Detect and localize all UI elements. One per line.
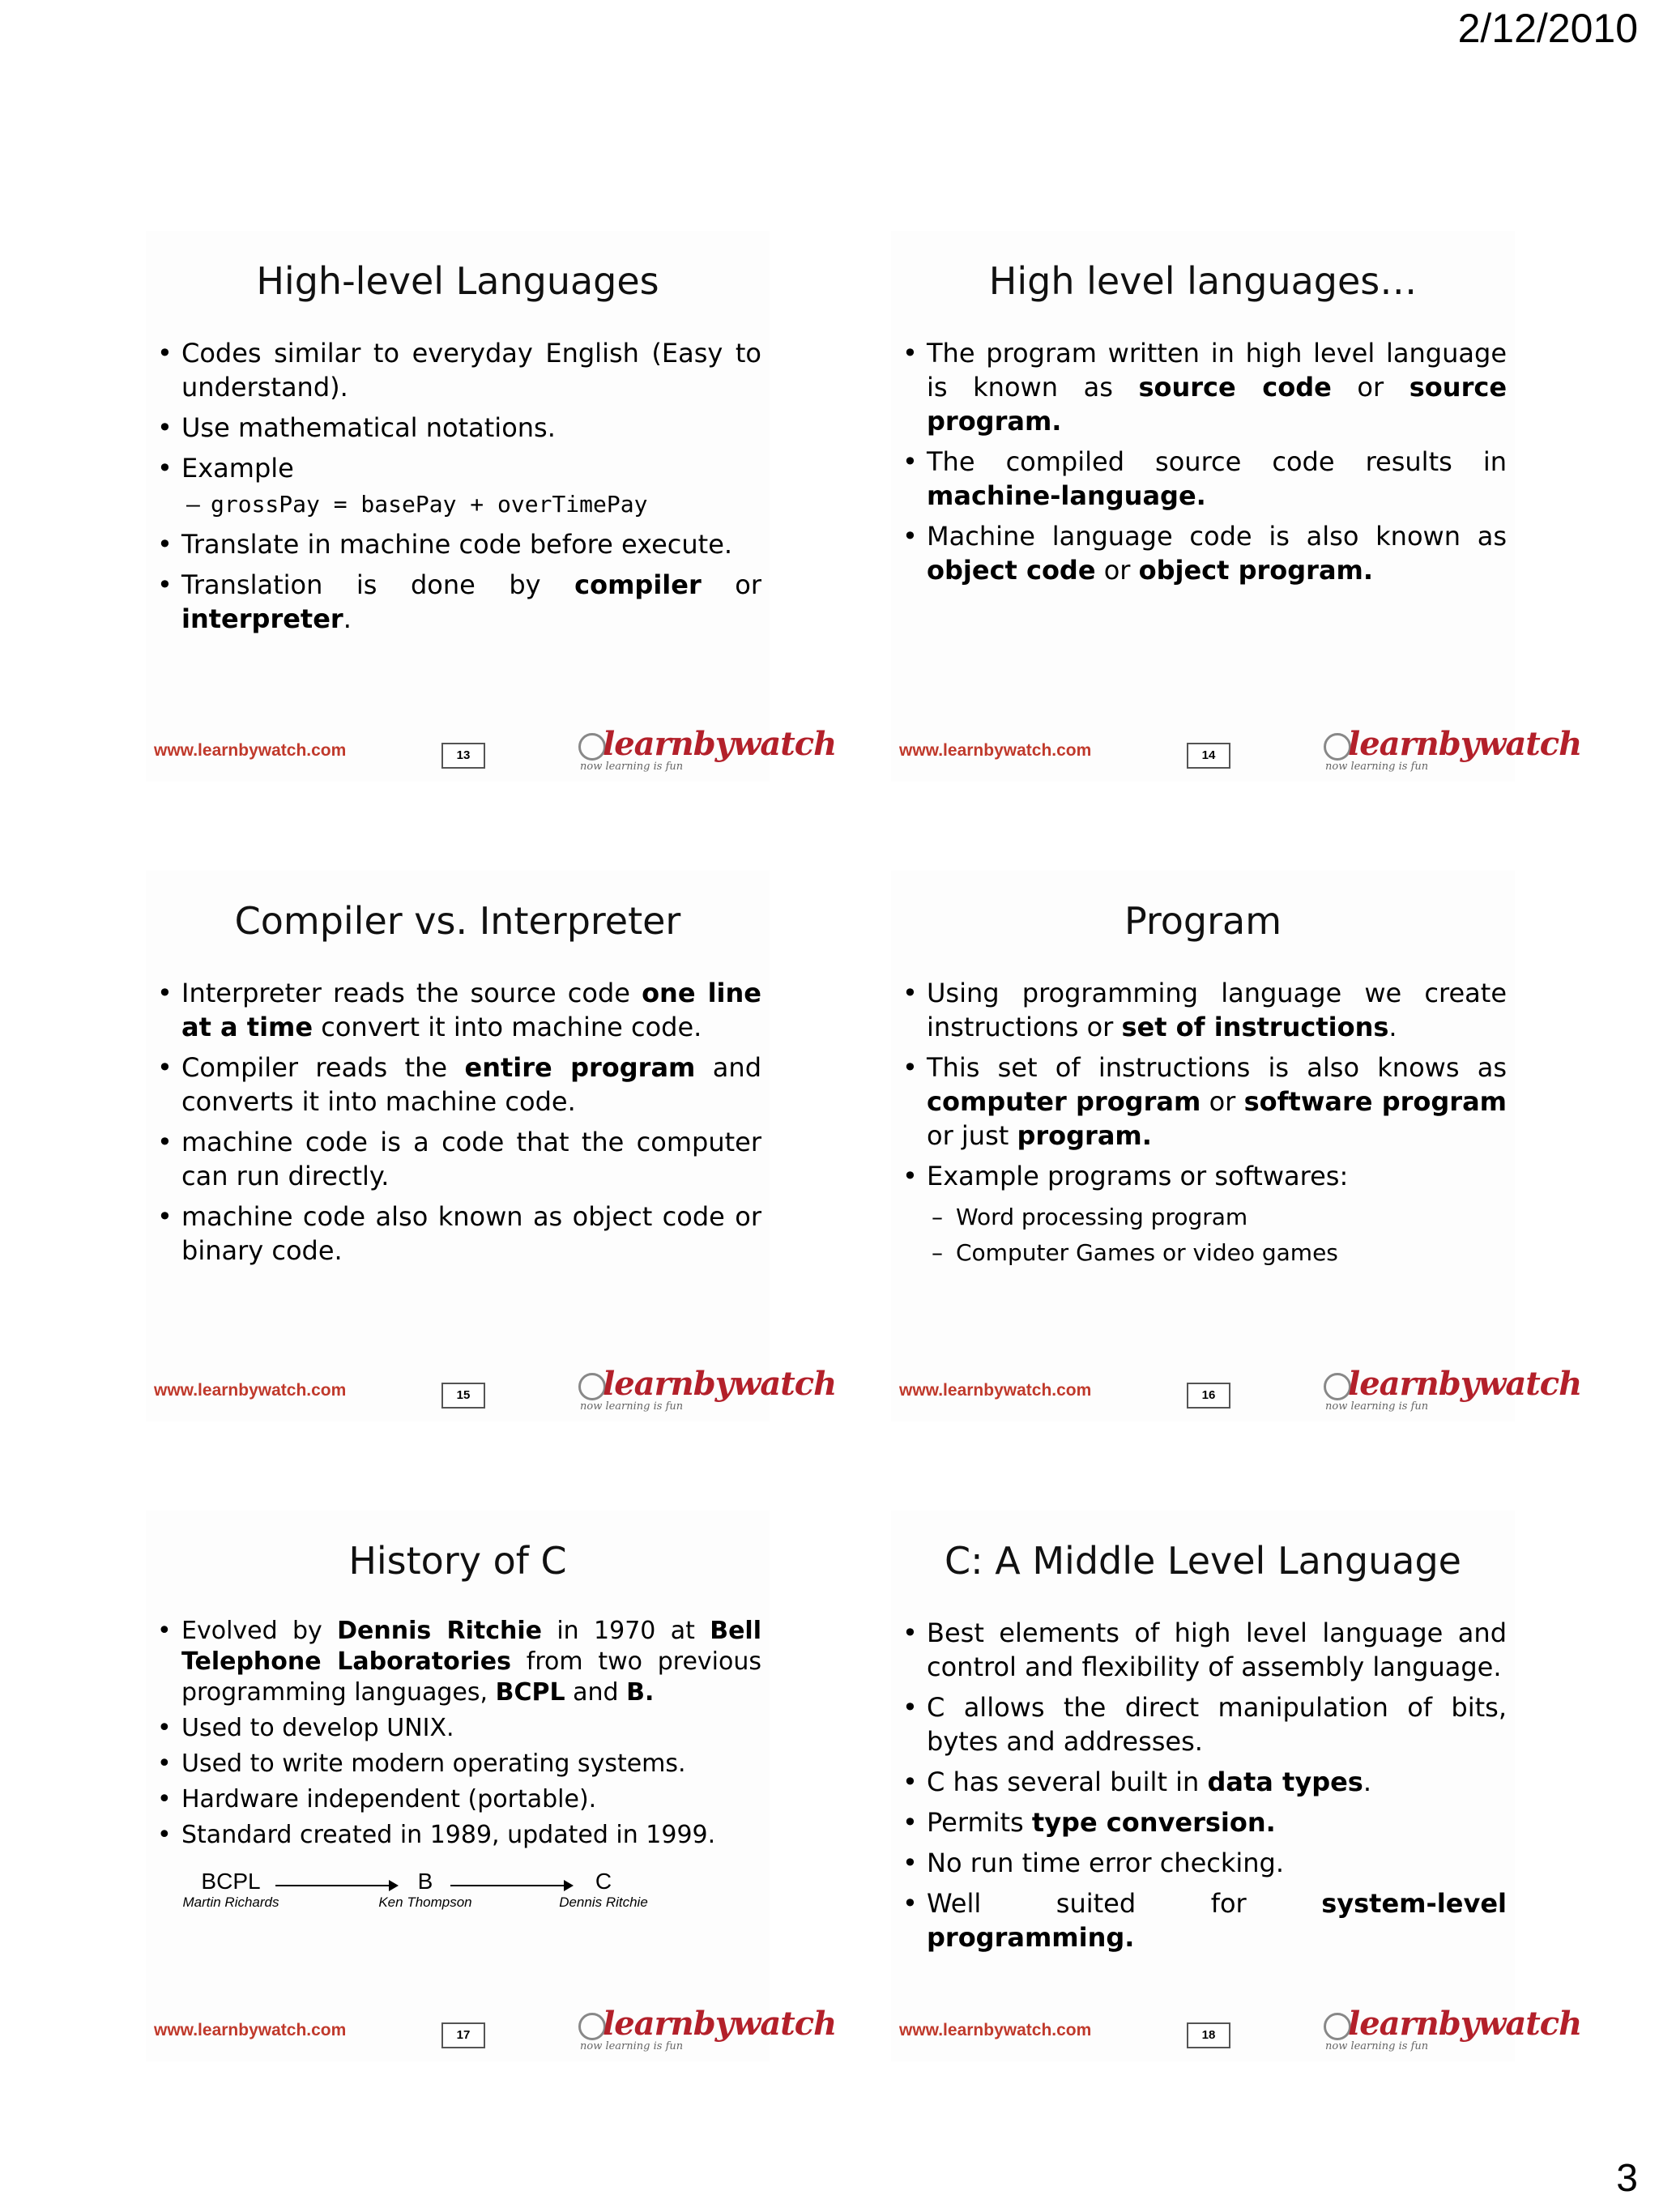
slide-number: 14	[1187, 743, 1230, 769]
bullet: • The program written in high level language is known as source code or source program.	[899, 336, 1507, 438]
site-url: www.learnbywatch.com	[154, 2021, 347, 2039]
site-url: www.learnbywatch.com	[899, 2021, 1092, 2039]
site-url: www.learnbywatch.com	[899, 1381, 1092, 1400]
bullet: • Interpreter reads the source code one line at a time convert it into machine code.	[154, 976, 761, 1044]
bullet: • C allows the direct manipulation of bits, bytes and addresses.	[899, 1690, 1507, 1758]
bullet: • No run time error checking.	[899, 1846, 1507, 1880]
slide-number: 13	[441, 743, 485, 769]
sub-bullet: – Word processing program	[927, 1200, 1507, 1235]
bullet: • Codes similar to everyday English (Easy to understand).	[154, 336, 761, 404]
slide-body	[899, 1616, 1507, 1961]
slide-footer	[154, 725, 837, 782]
bullet: • Compiler reads the entire program and converts it into machine code.	[154, 1051, 761, 1119]
bullet: • Used to develop UNIX.	[154, 1713, 761, 1744]
slide-footer	[899, 1365, 1582, 1421]
slide-footer	[154, 1365, 837, 1421]
logo-ring-icon	[1324, 733, 1351, 761]
slide-footer	[154, 2005, 837, 2061]
logo-ring-icon	[578, 1373, 606, 1400]
slide-number: 18	[1187, 2022, 1230, 2048]
slide-18	[891, 1511, 1582, 2061]
bullet: • Hardware independent (portable).	[154, 1784, 761, 1815]
learnbywatch-logo: learnbywatch now learning is fun	[580, 725, 837, 773]
site-url: www.learnbywatch.com	[154, 741, 347, 760]
logo-ring-icon	[578, 2013, 606, 2040]
slide-title: History of C	[348, 1539, 567, 1583]
bullet: • Best elements of high level language and control and flexibility of assembly language.	[899, 1616, 1507, 1684]
bullet: • Used to write modern operating systems.	[154, 1749, 761, 1779]
logo-ring-icon	[1324, 2013, 1351, 2040]
slide-14	[891, 231, 1582, 782]
c-lineage-diagram	[178, 1869, 697, 1925]
slide-title: High-level Languages	[256, 259, 659, 303]
page-date: 2/12/2010	[1457, 6, 1638, 51]
learnbywatch-logo: learnbywatch now learning is fun	[580, 2005, 837, 2052]
example-code: – grossPay = basePay + overTimePay	[181, 487, 761, 522]
logo-ring-icon	[1324, 1373, 1351, 1400]
site-url: www.learnbywatch.com	[154, 1381, 347, 1400]
page-number: 3	[1616, 2157, 1638, 2200]
bullet: • Machine language code is also known as object code or object program.	[899, 519, 1507, 587]
learnbywatch-logo: learnbywatch now learning is fun	[1325, 2005, 1582, 2052]
bullet: • Using programming language we create instructions or set of instructions.	[899, 976, 1507, 1044]
logo-ring-icon	[578, 733, 606, 761]
diagram-node-bcpl: BCPL Martin Richards	[182, 1869, 279, 1910]
bullet: • This set of instructions is also knows as computer program or software program or just program.	[899, 1051, 1507, 1153]
bullet: • Use mathematical notations.	[154, 411, 761, 445]
slide-body	[154, 336, 761, 642]
bullet: • machine code is a code that the computer can run directly.	[154, 1125, 761, 1193]
bullet: • Translation is done by compiler or interpreter.	[154, 568, 761, 636]
slide-title: C: A Middle Level Language	[945, 1539, 1461, 1583]
slide-17	[146, 1511, 837, 2061]
slide-title: Program	[1124, 899, 1282, 943]
diagram-node-c: C Dennis Ritchie	[559, 1869, 648, 1910]
bullet: • Permits type conversion.	[899, 1805, 1507, 1839]
site-url: www.learnbywatch.com	[899, 741, 1092, 760]
slide-body	[154, 1616, 761, 1925]
bullet: • C has several built in data types.	[899, 1765, 1507, 1799]
slide-body	[154, 976, 761, 1274]
slide-15	[146, 871, 837, 1421]
slide-body	[899, 336, 1507, 594]
bullet: • machine code also known as object code or binary code.	[154, 1200, 761, 1268]
slide-number: 15	[441, 1383, 485, 1409]
slide-footer	[899, 725, 1582, 782]
bullet: • Evolved by Dennis Ritchie in 1970 at Bell Telephone Laboratories from two previous programming languages, BCPL and B.	[154, 1616, 761, 1708]
bullet: • Example programs or softwares:	[899, 1159, 1507, 1193]
bullet: • Example	[154, 451, 761, 485]
bullet: • The compiled source code results in machine-language.	[899, 445, 1507, 513]
sub-bullet: – Computer Games or video games	[927, 1235, 1507, 1271]
slide-title: High level languages…	[988, 259, 1418, 303]
learnbywatch-logo: learnbywatch now learning is fun	[1325, 725, 1582, 773]
slide-number: 17	[441, 2022, 485, 2048]
diagram-node-b: B Ken Thompson	[378, 1869, 472, 1910]
bullet: • Translate in machine code before execute.	[154, 527, 761, 561]
slide-13	[146, 231, 837, 782]
bullet: • Well suited for system-level programming.	[899, 1886, 1507, 1954]
slide-16	[891, 871, 1582, 1421]
slide-title: Compiler vs. Interpreter	[234, 899, 681, 943]
slide-number: 16	[1187, 1383, 1230, 1409]
learnbywatch-logo: learnbywatch now learning is fun	[1325, 1365, 1582, 1413]
slide-body	[899, 976, 1507, 1276]
learnbywatch-logo: learnbywatch now learning is fun	[580, 1365, 837, 1413]
slide-footer	[899, 2005, 1582, 2061]
bullet: • Standard created in 1989, updated in 1999.	[154, 1820, 761, 1851]
